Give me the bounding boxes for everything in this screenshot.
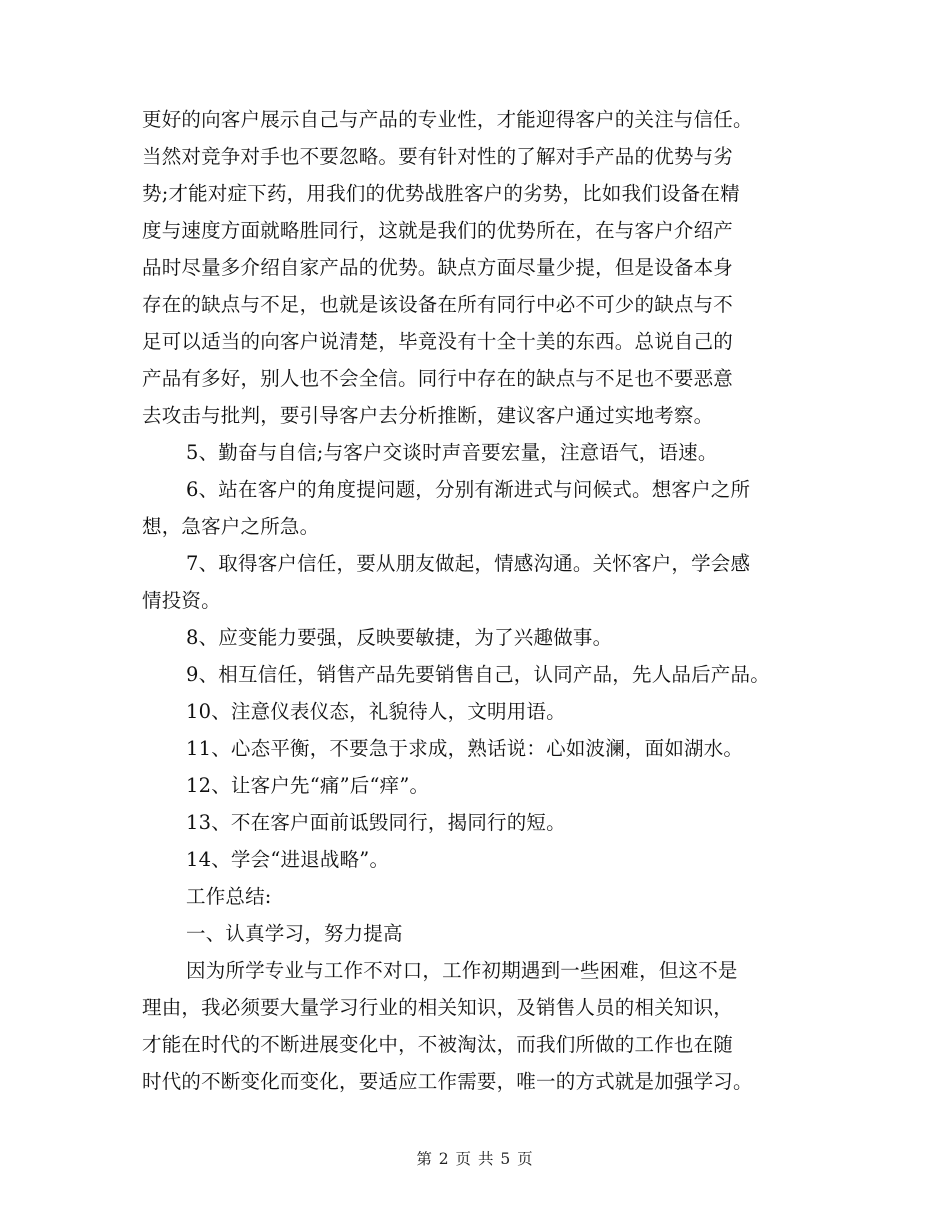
text-line: 13、不在客户面前诋毁同行，揭同行的短。: [186, 811, 566, 834]
text-line: 一、认真学习，努力提高: [186, 922, 403, 945]
text-line: 7、取得客户信任，要从朋友做起，情感沟通。关怀客户，学会感: [186, 552, 751, 575]
text-line: 足可以适当的向客户说清楚，毕竟没有十全十美的东西。总说自己的: [142, 330, 734, 353]
text-line: 想，急客户之所急。: [142, 515, 320, 538]
text-line: 5、勤奋与自信;与客户交谈时声音要宏量，注意语气，语速。: [186, 441, 718, 464]
text-line: 产品有多好，别人也不会全信。同行中存在的缺点与不足也不要恶意: [142, 367, 734, 390]
text-line: 才能在时代的不断进展变化中，不被淘汰，而我们所做的工作也在随: [142, 1033, 734, 1056]
text-line: 情投资。: [142, 589, 221, 612]
text-line: 10、注意仪表仪态，礼貌待人，文明用语。: [186, 700, 566, 723]
text-line: 去攻击与批判，要引导客户去分析推断，建议客户通过实地考察。: [142, 404, 714, 427]
text-line: 度与速度方面就略胜同行，这就是我们的优势所在，在与客户介绍产: [142, 219, 734, 242]
text-line: 12、让客户先“痛”后“痒”。: [186, 774, 430, 797]
text-line: 品时尽量多介绍自家产品的优势。缺点方面尽量少提，但是设备本身: [142, 256, 734, 279]
text-line: 6、站在客户的角度提问题，分别有渐进式与问候式。想客户之所: [186, 478, 751, 501]
text-line: 理由，我必须要大量学习行业的相关知识，及销售人员的相关知识，: [142, 996, 734, 1019]
text-line: 14、学会“进退战略”。: [186, 848, 390, 871]
text-line: 工作总结:: [186, 885, 272, 908]
text-line: 因为所学专业与工作不对口，工作初期遇到一些困难，但这不是: [186, 959, 738, 982]
text-line: 更好的向客户展示自己与产品的专业性，才能迎得客户的关注与信任。: [142, 108, 753, 131]
text-line: 势;才能对症下药，用我们的优势战胜客户的劣势，比如我们设备在精: [142, 182, 740, 205]
text-line: 8、应变能力要强，反映要敏捷，为了兴趣做事。: [186, 626, 613, 649]
text-line: 时代的不断变化而变化，要适应工作需要，唯一的方式就是加强学习。: [142, 1070, 753, 1093]
text-line: 9、相互信任，销售产品先要销售自己，认同产品，先人品后产品。: [186, 663, 770, 686]
text-line: 11、心态平衡，不要急于求成，熟话说：心如波澜，面如湖水。: [186, 737, 744, 760]
text-line: 当然对竞争对手也不要忽略。要有针对性的了解对手产品的优势与劣: [142, 145, 734, 168]
document-body: [142, 101, 842, 1100]
page-number-footer: 第 2 页 共 5 页: [416, 1150, 534, 1168]
text-line: 存在的缺点与不足，也就是该设备在所有同行中必不可少的缺点与不: [142, 293, 734, 316]
